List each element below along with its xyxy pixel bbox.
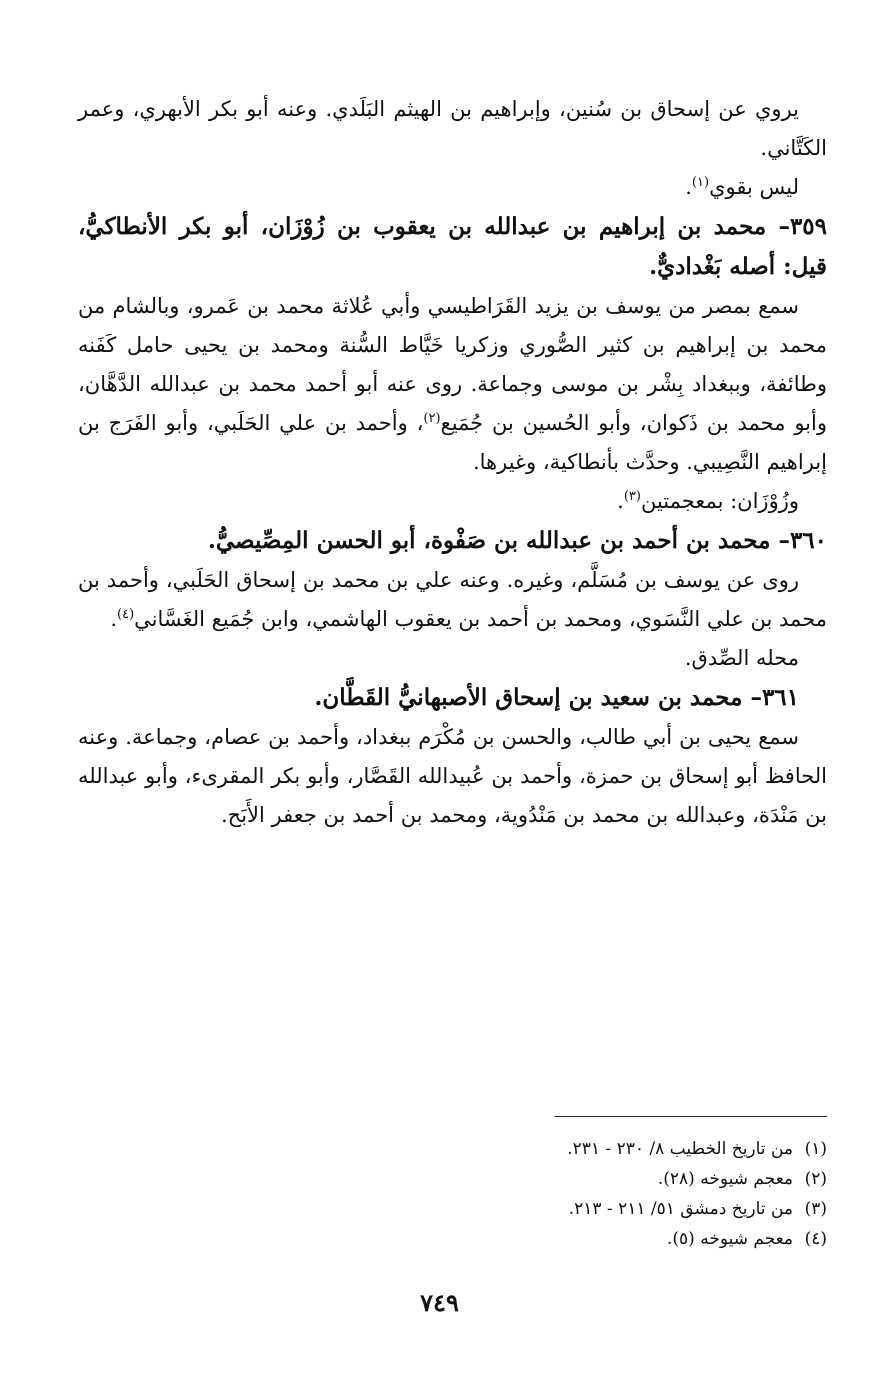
entry-number: ٣٦٠– (778, 527, 827, 554)
entry-heading (78, 521, 827, 561)
period: . (617, 489, 624, 513)
paragraph-text: وزُوْزَان: بمعجمتين (640, 489, 799, 513)
period: . (685, 175, 692, 199)
page-number: ٧٤٩ (420, 1288, 459, 1317)
paragraph-text: روى عن يوسف بن مُسَلَّم، وغيره. وعنه علي بن محمد بن إسحاق الحَلَبي، وأحمد بن محمد بن علي النَّسَوي، ومحمد بن أحمد بن يعقوب الهاشمي، وابن جُمَيع الغَسَّاني (78, 568, 827, 631)
footnote (78, 1164, 827, 1194)
footnote-ref: (٢) (423, 411, 441, 426)
main-text (78, 90, 827, 835)
entry-number: ٣٦١– (750, 684, 799, 711)
entry-heading (78, 678, 827, 718)
footnote-number: (١) (804, 1139, 827, 1159)
footnote-text: من تاريخ الخطيب ٨/ ٢٣٠ - ٢٣١. (567, 1139, 793, 1159)
footnote-ref: (١) (691, 175, 710, 190)
footnote (78, 1134, 827, 1164)
paragraph: سمع يحيى بن أبي طالب، والحسن بن مُكْرَم ببغداد، وأحمد بن عصام، وجماعة. وعنه الحافظ أبو إسحاق بن حمزة، وأحمد بن عُبيدالله القَصَّار، وأبو بكر المقرىء، وأبو عبدالله بن مَنْدَة، وعبدالله بن محمد بن مَنْدُوية، ومحمد بن أحمد بن جعفر الأَبَح. (78, 725, 827, 827)
entry-number: ٣٥٩– (778, 213, 827, 240)
footnote (78, 1224, 827, 1254)
footnote-text: من تاريخ دمشق ٥١/ ٢١١ - ٢١٣. (568, 1199, 793, 1219)
footnote-ref: (٤) (117, 607, 135, 622)
paragraph (78, 168, 827, 207)
period: . (110, 607, 118, 631)
paragraph-text: سمع بمصر من يوسف بن يزيد القَرَاطيسي وأبي عُلاثة محمد بن عَمرو، وبالشام من محمد بن إبراهيم بن كثير الصُّوري وزكريا خَيَّاط السُّنة ومحمد بن يحيى حامل كَفَنه وطائفة، وببغداد بِشْر بن موسى وجماعة. روى عنه أبو أحمد محمد بن عبدالله الدَّهَّان، وأبو محمد بن ذَكوان، وأبو الحُسين بن جُمَيع (78, 294, 827, 435)
footnote-ref: (٣) (623, 489, 641, 504)
paragraph-text: ليس بقوي (709, 175, 799, 199)
footnote (78, 1194, 827, 1224)
footnote-text: معجم شيوخه (٢٨). (657, 1169, 793, 1189)
footnote-number: (٢) (804, 1169, 827, 1189)
entry-heading (78, 207, 827, 287)
paragraph: يروي عن إسحاق بن سُنين، وإبراهيم بن الهيثم البَلَدي. وعنه أبو بكر الأبهري، وعمر الكَتَّاني. (78, 97, 827, 160)
entry-title: محمد بن أحمد بن عبدالله بن صَفْوة، أبو الحسن المِصِّيصيُّ. (207, 527, 771, 554)
paragraph-text: ، وأحمد بن علي الحَلَبي، وأبو الفَرَج بن إبراهيم النَّصِيبي. وحدَّث بأنطاكية، وغيرها. (78, 411, 827, 474)
paragraph (78, 287, 827, 482)
footnotes (78, 1134, 827, 1254)
footnote-number: (٤) (804, 1229, 827, 1249)
footnote-number: (٣) (804, 1199, 827, 1219)
footnote-divider (555, 1116, 827, 1117)
paragraph: محله الصِّدق. (684, 646, 799, 670)
paragraph (78, 561, 827, 639)
footnote-text: معجم شيوخه (٥). (666, 1229, 793, 1249)
entry-title: محمد بن إبراهيم بن عبدالله بن يعقوب بن زُوْزَان، أبو بكر الأنطاكيُّ، قيل: أصله بَغْداديٌّ. (78, 213, 827, 280)
entry-title: محمد بن سعيد بن إسحاق الأصبهانيُّ القَطَّان. (314, 684, 743, 711)
paragraph (78, 482, 827, 521)
